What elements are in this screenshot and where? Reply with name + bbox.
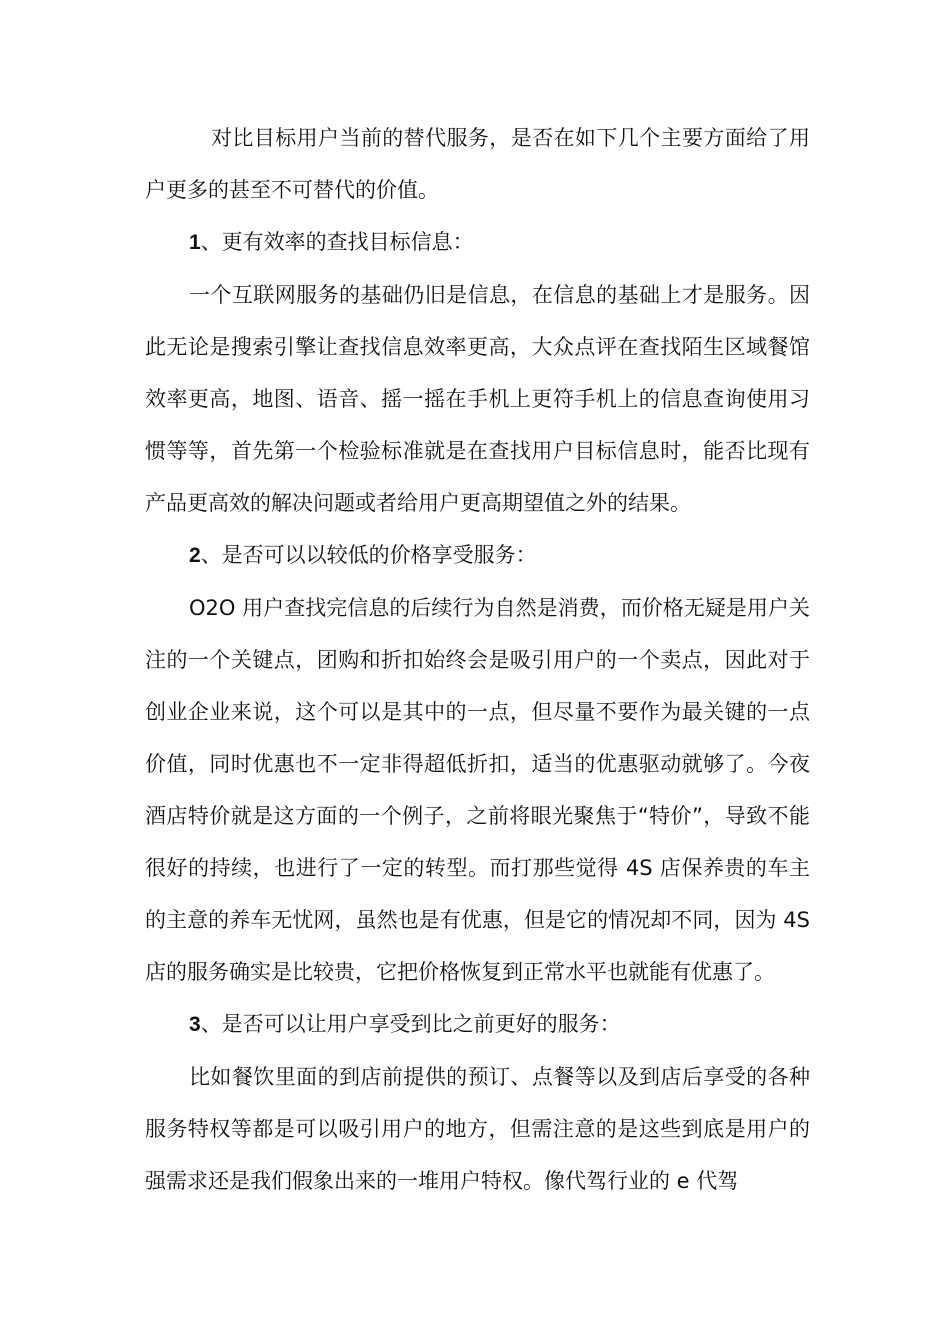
section-2-number: 2	[189, 544, 201, 567]
section-1-number: 1	[189, 231, 201, 254]
section-2-title: 、是否可以以较低的价格享受服务：	[200, 543, 537, 567]
section-2-body: O2O 用户查找完信息的后续行为自然是消费，而价格无疑是用户关注的一个关键点，团购和折扣始终会是吸引用户的一个卖点，因此对于创业企业来说，这个可以是其中的一点，但尽量不要作为最关键的一点价值，同时优惠也不一定非得超低折扣，适当的优惠驱动就够了。今夜酒店特价就是这方面的一个例子，之前将眼光聚焦于“特价”，导致不能很好的持续，也进行了一定的转型。而打那些觉得 4S 店保养贵的车主的主意的养车无忧网，虽然也是有优惠，但是它的情况却不同，因为 4S 店的服务确实是比较贵，它把价格恢复到正常水平也就能有优惠了。	[145, 596, 810, 984]
intro-paragraph: 对比目标用户当前的替代服务，是否在如下几个主要方面给了用户更多的甚至不可替代的价值。	[145, 126, 810, 202]
document-page	[145, 112, 810, 1207]
section-3-body: 比如餐饮里面的到店前提供的预订、点餐等以及到店后享受的各种服务特权等都是可以吸引用户的地方，但需注意的是这些到底是用户的强需求还是我们假象出来的一堆用户特权。像代驾行业的 e 代驾	[145, 1065, 810, 1193]
section-1-heading	[145, 216, 810, 269]
section-2-heading	[145, 529, 810, 582]
section-3-number: 3	[189, 1013, 201, 1036]
section-1-title: 、更有效率的查找目标信息：	[200, 230, 474, 254]
section-3-heading	[145, 998, 810, 1051]
section-1-body: 一个互联网服务的基础仍旧是信息，在信息的基础上才是服务。因此无论是搜索引擎让查找信息效率更高，大众点评在查找陌生区域餐馆效率更高，地图、语音、摇一摇在手机上更符手机上的信息查询使用习惯等等，首先第一个检验标准就是在查找用户目标信息时，能否比现有产品更高效的解决问题或者给用户更高期望值之外的结果。	[145, 283, 810, 515]
section-3-title: 、是否可以让用户享受到比之前更好的服务：	[200, 1012, 621, 1036]
